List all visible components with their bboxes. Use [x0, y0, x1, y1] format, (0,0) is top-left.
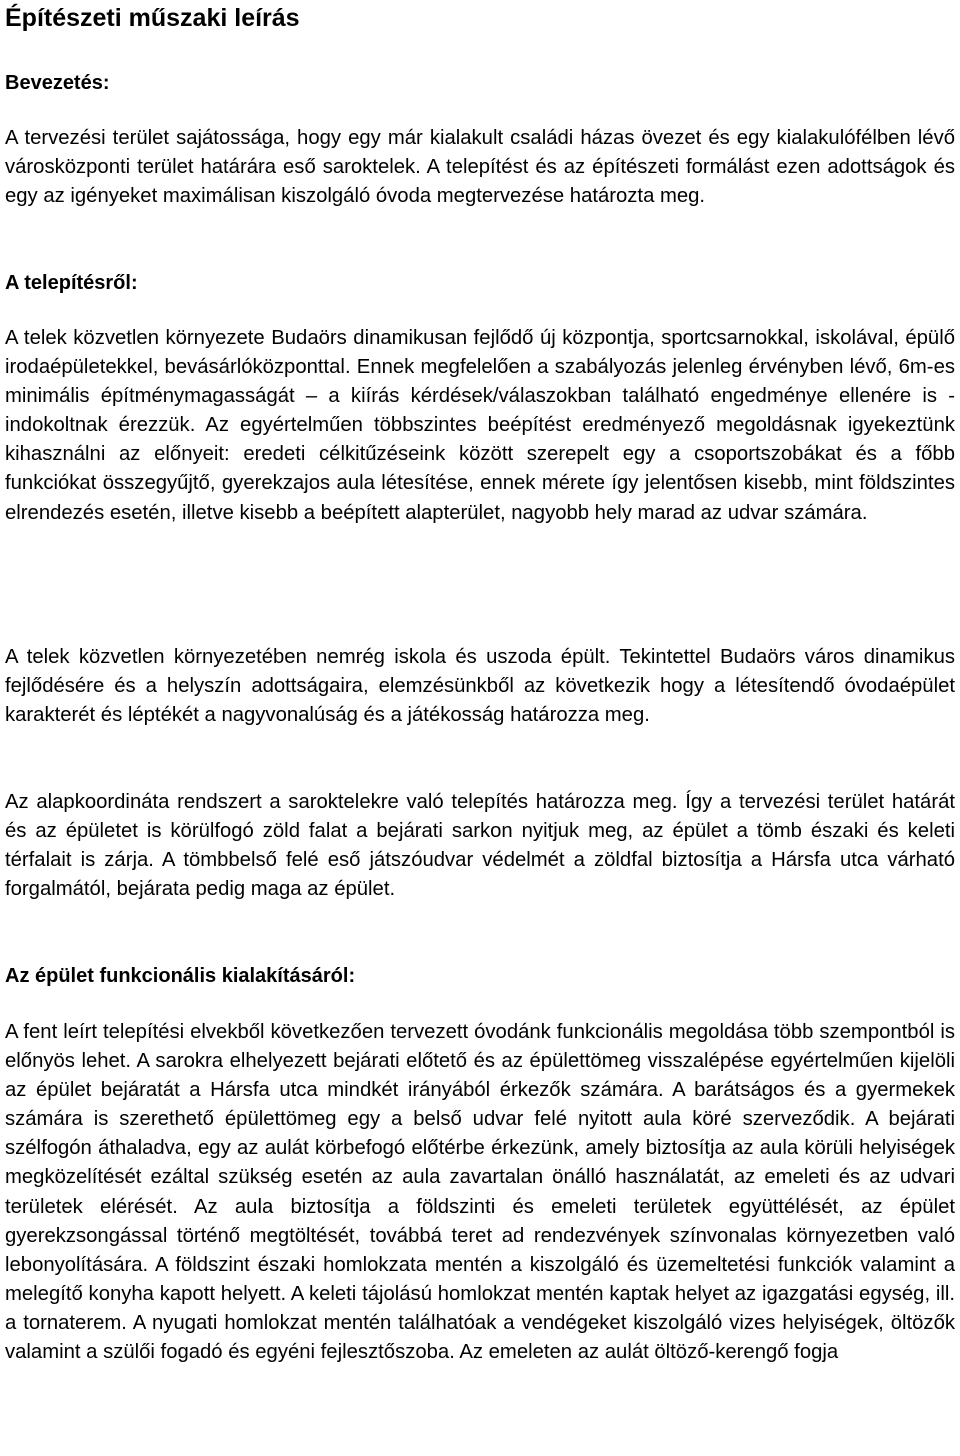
paragraph-siting-1: A telek közvetlen környezete Budaörs dinamikusan fejlődő új központja, sportcsarnokkal, iskolával, épülő irodaépületekkel, bevásárlóközponttal. Ennek megfelelően a szabályozás jelenleg érvényben lévő, 6m-es minimális építménymagasságát – a kiírás kérdések/válaszokban található engedménye ellenére is - indokoltnak érezzük. Az egyértelműen többszintes beépítést eredményező megoldásnak igyekeztünk kihasználni az előnyeit: eredeti célkitűzéseink között szerepelt egy a csoportszobákat és a főbb funkciókat összegyűjtő, gyerekzajos aula létesítése, ennek mérete így jelentősen kisebb, mint földszintes elrendezés esetén, illetve kisebb a beépített alapterület, nagyobb hely marad az udvar számára.: [5, 327, 955, 524]
paragraph-functional-layout: A fent leírt telepítési elvekből következően tervezett óvodánk funkcionális megoldása több szempontból is előnyös lehet. A sarokra elhelyezett bejárati előtető és az épülettömeg visszalépése egyértelműen kijelöli az épület bejáratát a Hársfa utca mindkét irányából érkezők számára. A barátságos és a gyermekek számára is szerethető épülettömeg egy a belső udvar felé nyitott aula köré szerveződik. A bejárati szélfogón áthaladva, egy az aulát körbefogó előtérbe érkezünk, amely biztosítja az aula körüli helyiségek megközelítését ezáltal szükség esetén az aula zavartalan önálló használatát, az emeleti és az udvari területek elérését. Az aula biztosítja a földszinti és emeleti területek együttélését, az épület gyerekzsongással történő megtöltését, továbbá teret ad rendezvények színvonalas környezetben való lebonyolítására. A földszint északi homlokzata mentén a kiszolgáló és üzemeltetési funkciók valamint a melegítő konyha kapott helyett. A keleti tájolású homlokzat mentén kaptak helyet az igazgatási egység, ill. a tornaterem. A nyugati homlokzat mentén találhatóak a vendégeket kiszolgáló vizes helyiségek, öltözők valamint a szülői fogadó és egyéni fejlesztőszoba. Az emeleten az aulát öltöző-kerengő fogja: [5, 1021, 955, 1364]
section-heading-siting: A telepítésről:: [5, 272, 138, 294]
document-title: Építészeti műszaki leírás: [5, 4, 300, 32]
paragraph-siting-3: Az alapkoordináta rendszert a saroktelekre való telepítés határozza meg. Így a tervezési terület határát és az épületet is körülfogó zöld falat a bejárati sarkon nyitjuk meg, az épület a tömb északi és keleti térfalait is zárja. A tömbbelső felé eső játszóudvar védelmét a zöldfal biztosítja a Hársfa utca várható forgalmától, bejárata pedig maga az épület.: [5, 791, 955, 901]
paragraph-siting-2: A telek közvetlen környezetében nemrég iskola és uszoda épült. Tekintettel Budaörs város dinamikus fejlődésére és a helyszín adottságaira, elemzésünkből az következik hogy a létesítendő óvodaépület karakterét és léptékét a nagyvonalúság és a játékosság határozza meg.: [5, 646, 955, 727]
paragraph-introduction: A tervezési terület sajátossága, hogy egy már kialakult családi házas övezet és egy kialakulófélben lévő városközponti terület határára eső saroktelek. A telepítést és az építészeti formálást ezen adottságok és egy az igényeket maximálisan kiszolgáló óvoda megtervezése határozta meg.: [5, 127, 955, 208]
section-heading-functional-layout: Az épület funkcionális kialakításáról:: [5, 965, 356, 987]
section-heading-introduction: Bevezetés:: [5, 72, 110, 94]
